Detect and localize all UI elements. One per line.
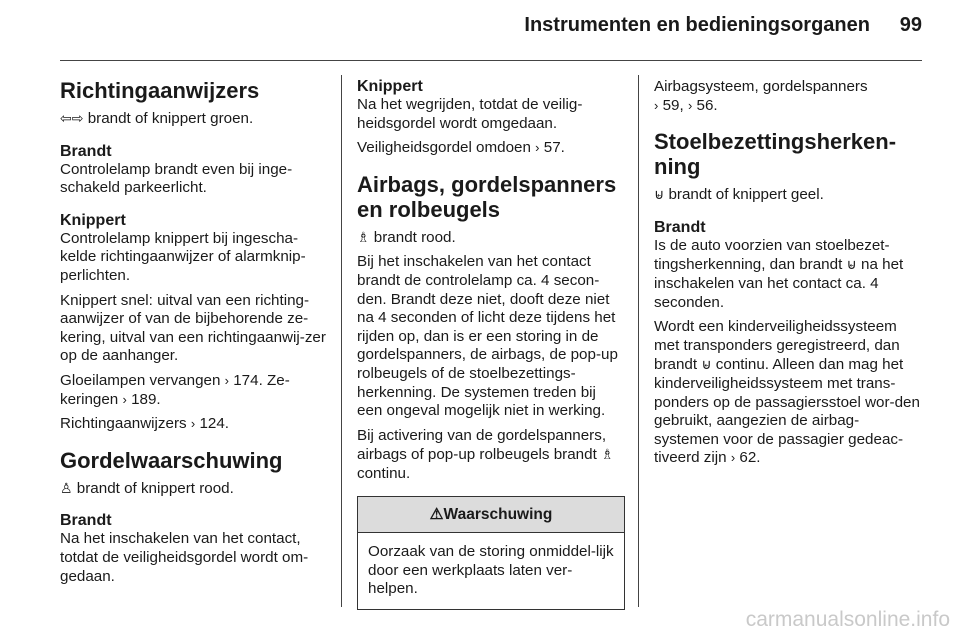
page-ref-icon: ›	[535, 140, 540, 156]
section-title-airbags: Airbags, gordelspanners en rolbeugels	[357, 171, 617, 222]
richting-status: ⇦⇨ brandt of knippert groen.	[60, 110, 254, 127]
knippert-text: Controlelamp knippert bij ingescha-kelde richtingaanwijzer of alarmknip-perlichten.	[60, 229, 306, 284]
subheading-knippert: Knippert	[60, 211, 126, 229]
page-ref-icon: ›	[190, 416, 196, 432]
stoel-paragraph-2: Wordt een kinderveiligheidssysteem met transponders geregistreerd, dan brandt ⊌ continu. Alleen dan mag het kinderveiligheidssysteem met trans-ponders op de passagiersstoel wor-den gebruikt, aangezien de airbag-systemen voor de passagier gedeac-tiveerd zijn › 62.	[654, 318, 920, 467]
column-divider-2	[638, 75, 639, 607]
stoel-status: ⊌ brandt of knippert geel.	[654, 186, 824, 204]
subheading-brandt-2: Brandt	[60, 512, 112, 530]
seatbelt-icon: ♙	[60, 479, 73, 496]
page-number: 99	[899, 14, 922, 36]
warning-triangle-icon: ⚠	[429, 505, 444, 523]
warning-box	[357, 496, 625, 610]
airbag-status: ♗ brandt rood.	[357, 228, 456, 246]
seat-occupancy-icon: ⊌	[654, 186, 665, 203]
page-ref-icon: ›	[687, 97, 693, 113]
subheading-brandt-3: Brandt	[654, 218, 706, 236]
section-title-gordelwaarschuwing: Gordelwaarschuwing	[60, 447, 283, 473]
seat-occupancy-icon: ⊌	[701, 356, 712, 373]
section-title-richtingaanwijzers: Richtingaanwijzers	[60, 78, 260, 103]
airbag-paragraph-1: Bij het inschakelen van het contact brandt de controlelamp ca. 4 secon-den. Brandt deze niet, dooft deze niet na 4 seconden of licht deze tijdens het rijden op, dan is er een storing in de gordelspanners, de airbags, de pop-up rolbeugels of de stoelbezettings-herkenning. De systemen treden bij een ongeval mogelijk niet in werking.	[357, 253, 618, 420]
header-title: Instrumenten en bedieningsorganen	[524, 14, 870, 36]
subheading-knippert-2: Knippert	[357, 78, 423, 95]
column-3	[654, 78, 924, 474]
richting-ref: Richtingaanwijzers › 124.	[60, 415, 229, 433]
brandt-2-text: Na het inschakelen van het contact, totdat de veiligheidsgordel wordt om-gedaan.	[60, 530, 309, 585]
subheading-brandt: Brandt	[60, 142, 112, 160]
section-title-stoelbezetting: Stoelbezettingsherken-ning	[654, 129, 897, 180]
page-ref-icon: ›	[730, 450, 736, 466]
warning-body: Oorzaak van de storing onmiddel-lijk door een werkplaats laten ver-helpen.	[368, 543, 614, 598]
stoel-paragraph-1: Is de auto voorzien van stoelbezet-tingsherkenning, dan brandt ⊌ na het inschakelen van het contact ca. 4 seconden.	[654, 236, 904, 311]
page-ref-icon: ›	[224, 372, 229, 388]
seat-occupancy-icon: ⊌	[846, 256, 857, 273]
airbag-icon: ♗	[601, 446, 614, 463]
airbag-system-ref: Airbagsysteem, gordelspanners › 59, › 56.	[654, 78, 868, 114]
gordel-status: ♙ brandt of knippert rood.	[60, 479, 234, 497]
knippert-2-text: Na het wegrijden, totdat de veilig-heidsgordel wordt omgedaan.	[357, 96, 583, 132]
knippert-snel-text: Knippert snel: uitval van een richting-aanwijzer of van de bijbehorende ze-kering, uitval van een richtingaanwij-zer op de aanhanger.	[60, 291, 326, 365]
page-ref-icon: ›	[122, 391, 127, 407]
column-1	[60, 78, 328, 592]
warning-header: ⚠Waarschuwing	[358, 497, 624, 534]
airbag-paragraph-2: Bij activering van de gordelspanners, airbags of pop-up rolbeugels brandt ♗ continu.	[357, 426, 614, 482]
column-2	[357, 78, 625, 610]
header-rule	[60, 60, 922, 61]
column-divider-1	[341, 75, 342, 607]
gloeilampen-ref: Gloeilampen vervangen › 174. Ze-keringen › 189.	[60, 371, 290, 408]
airbag-icon: ♗	[357, 228, 370, 245]
omdoen-ref: Veiligheidsgordel omdoen › 57.	[357, 139, 565, 157]
page-ref-icon: ›	[654, 97, 659, 113]
watermark: carmanualsonline.info	[745, 608, 950, 631]
brandt-text: Controlelamp brandt even bij inge-schakeld parkeerlicht.	[60, 160, 293, 197]
turn-signal-icon: ⇦⇨	[60, 110, 84, 126]
